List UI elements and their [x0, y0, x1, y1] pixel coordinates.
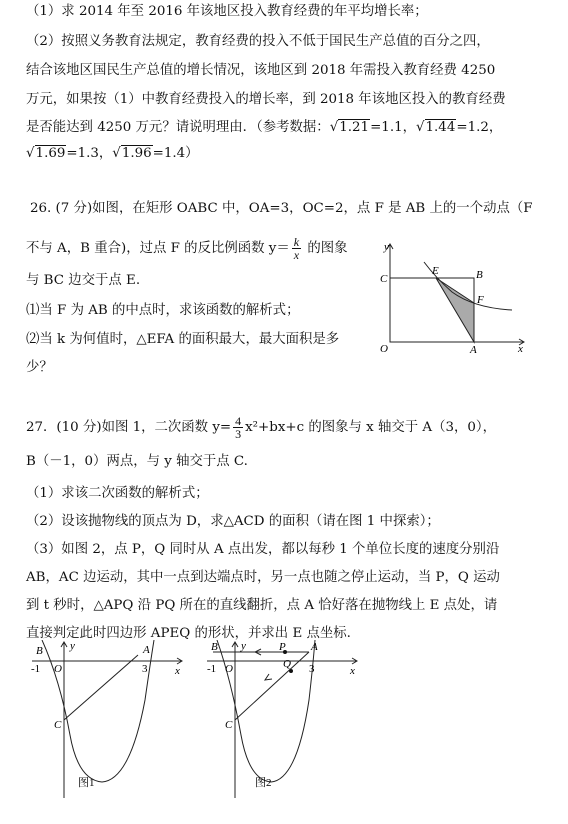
q25-sqrt-2: 1.44 [425, 120, 456, 135]
fig2-label-o: O [225, 663, 233, 675]
q27-figure1 [30, 640, 190, 800]
q26-frac-num: k [293, 235, 300, 249]
q25-part2-line1: （2）按照义务教育法规定，教育经费的投入不低于国民生产总值的百分之四， [26, 34, 490, 49]
q25-val-1: =1.1， [370, 120, 416, 135]
q27-part3-line1: （3）如图 2，点 P，Q 同时从 A 点出发，都以每秒 1 个单位长度的速度分别沿 [26, 542, 500, 557]
q27-frac-den: 3 [235, 427, 242, 441]
q27-part1: （1）求该二次函数的解析式； [26, 486, 209, 501]
fig2-arrow-q [265, 674, 272, 680]
q27-line1-tail: x²+bx+c 的图象与 x 轴交于 A（3，0）， [245, 420, 496, 435]
q26-label-x: x [518, 343, 523, 355]
q25-part2-line2: 结合该地区国民生产总值的增长情况，该地区到 2018 年需投入教育经费 4250 [26, 63, 496, 78]
q25-part2-line3: 万元，如果按（1）中教育经费投入的增长率，到 2018 年该地区投入的教育经费 [26, 92, 506, 107]
q25-part2-line4: 是否能达到 4250 万元？请说明理由．（参考数据：√1.21=1.1，√1.44=1.2， [26, 120, 503, 135]
q27-figure2 [205, 640, 365, 800]
q26-line2-text: 不与 A，B 重合)，过点 F 的反比例函数 y＝ [26, 241, 290, 256]
q25-ref-data-intro: 是否能达到 4250 万元？请说明理由．（参考数据： [26, 120, 330, 135]
fig1-label-a: A [143, 644, 150, 656]
q25-sqrt-4: 1.96 [121, 146, 152, 161]
q27-line2: B（－1，0）两点，与 y 轴交于点 C. [26, 454, 248, 469]
fig1-label-y: y [70, 640, 75, 652]
q26-line2-tail: 的图象 [303, 241, 348, 256]
q25-val-2: =1.2， [456, 120, 503, 135]
q25-sqrt-3: 1.69 [35, 146, 66, 161]
q25-val-4: =1.4） [152, 146, 199, 161]
fig1-label-x: x [175, 665, 180, 677]
q26-frac-den: x [293, 248, 300, 262]
fig1-caption: 图1 [78, 777, 95, 789]
q26-line4: ⑴当 F 为 AB 的中点时，求该函数的解析式； [26, 303, 300, 318]
q27-part3-line2: AB，AC 边运动，其中一点到达端点时，另一点也随之停止运动，当 P，Q 运动 [26, 570, 500, 585]
fig1-label-o: O [54, 663, 62, 675]
q26-line1: 26. (7 分)如图，在矩形 OABC 中，OA=3，OC=2，点 F 是 AB 上的一个动点（F [30, 201, 533, 216]
fig2-caption: 图2 [255, 777, 272, 789]
fig1-line-ca [64, 655, 138, 720]
q26-triangle-efa [436, 278, 474, 342]
q27-fraction [233, 415, 243, 440]
q26-figure [372, 238, 532, 356]
q27-part3-line3: 到 t 秒时，△APQ 沿 PQ 所在的直线翻折，点 A 恰好落在抛物线上 E 点处，请 [26, 598, 498, 613]
fig2-label-b: B [211, 641, 218, 653]
q26-fraction [292, 236, 301, 261]
q26-line6: 少？ [26, 360, 53, 375]
fig2-label-neg1: -1 [207, 663, 217, 675]
q26-label-a: A [470, 344, 477, 356]
fig1-label-b: B [36, 645, 43, 657]
fig2-label-y: y [241, 640, 246, 652]
fig2-label-3: 3 [309, 663, 315, 675]
q26-label-y: y [384, 241, 389, 253]
fig1-label-neg1: -1 [31, 663, 41, 675]
q26-line3: 与 BC 边交于点 E. [26, 273, 141, 288]
q26-label-o: O [380, 343, 388, 355]
fig2-line-ca [235, 652, 309, 720]
fig2-label-p: P [279, 641, 286, 653]
q27-part3-line4: 直接判定此时四边形 APEQ 的形状，并求出 E 点坐标. [26, 626, 351, 641]
q27-line1 [26, 415, 496, 440]
q26-line5: ⑵当 k 为何值时，△EFA 的面积最大，最大面积是多 [26, 332, 340, 347]
fig2-label-q: Q [283, 658, 291, 670]
q25-part1: （1）求 2014 年至 2016 年该地区投入教育经费的年平均增长率； [26, 4, 428, 19]
q25-val-3: =1.3， [66, 146, 113, 161]
q26-line2 [26, 236, 348, 261]
q26-label-e: E [432, 265, 439, 277]
q26-label-f: F [477, 294, 484, 306]
q27-frac-num: 4 [235, 414, 242, 428]
q25-sqrt-1: 1.21 [339, 120, 370, 135]
q26-label-b: B [476, 269, 483, 281]
q25-part2-line5: √1.69=1.3，√1.96=1.4） [26, 146, 199, 161]
fig1-label-c: C [54, 719, 62, 731]
fig2-label-x: x [350, 665, 355, 677]
fig2-label-a: A [311, 641, 318, 653]
q26-label-c: C [380, 273, 388, 285]
fig2-label-c: C [225, 719, 233, 731]
q27-line1-text: 27．(10 分)如图 1，二次函数 y= [26, 420, 232, 435]
fig1-label-3: 3 [142, 663, 148, 675]
q27-part2: （2）设该抛物线的顶点为 D，求△ACD 的面积（请在图 1 中探索）； [26, 514, 440, 529]
